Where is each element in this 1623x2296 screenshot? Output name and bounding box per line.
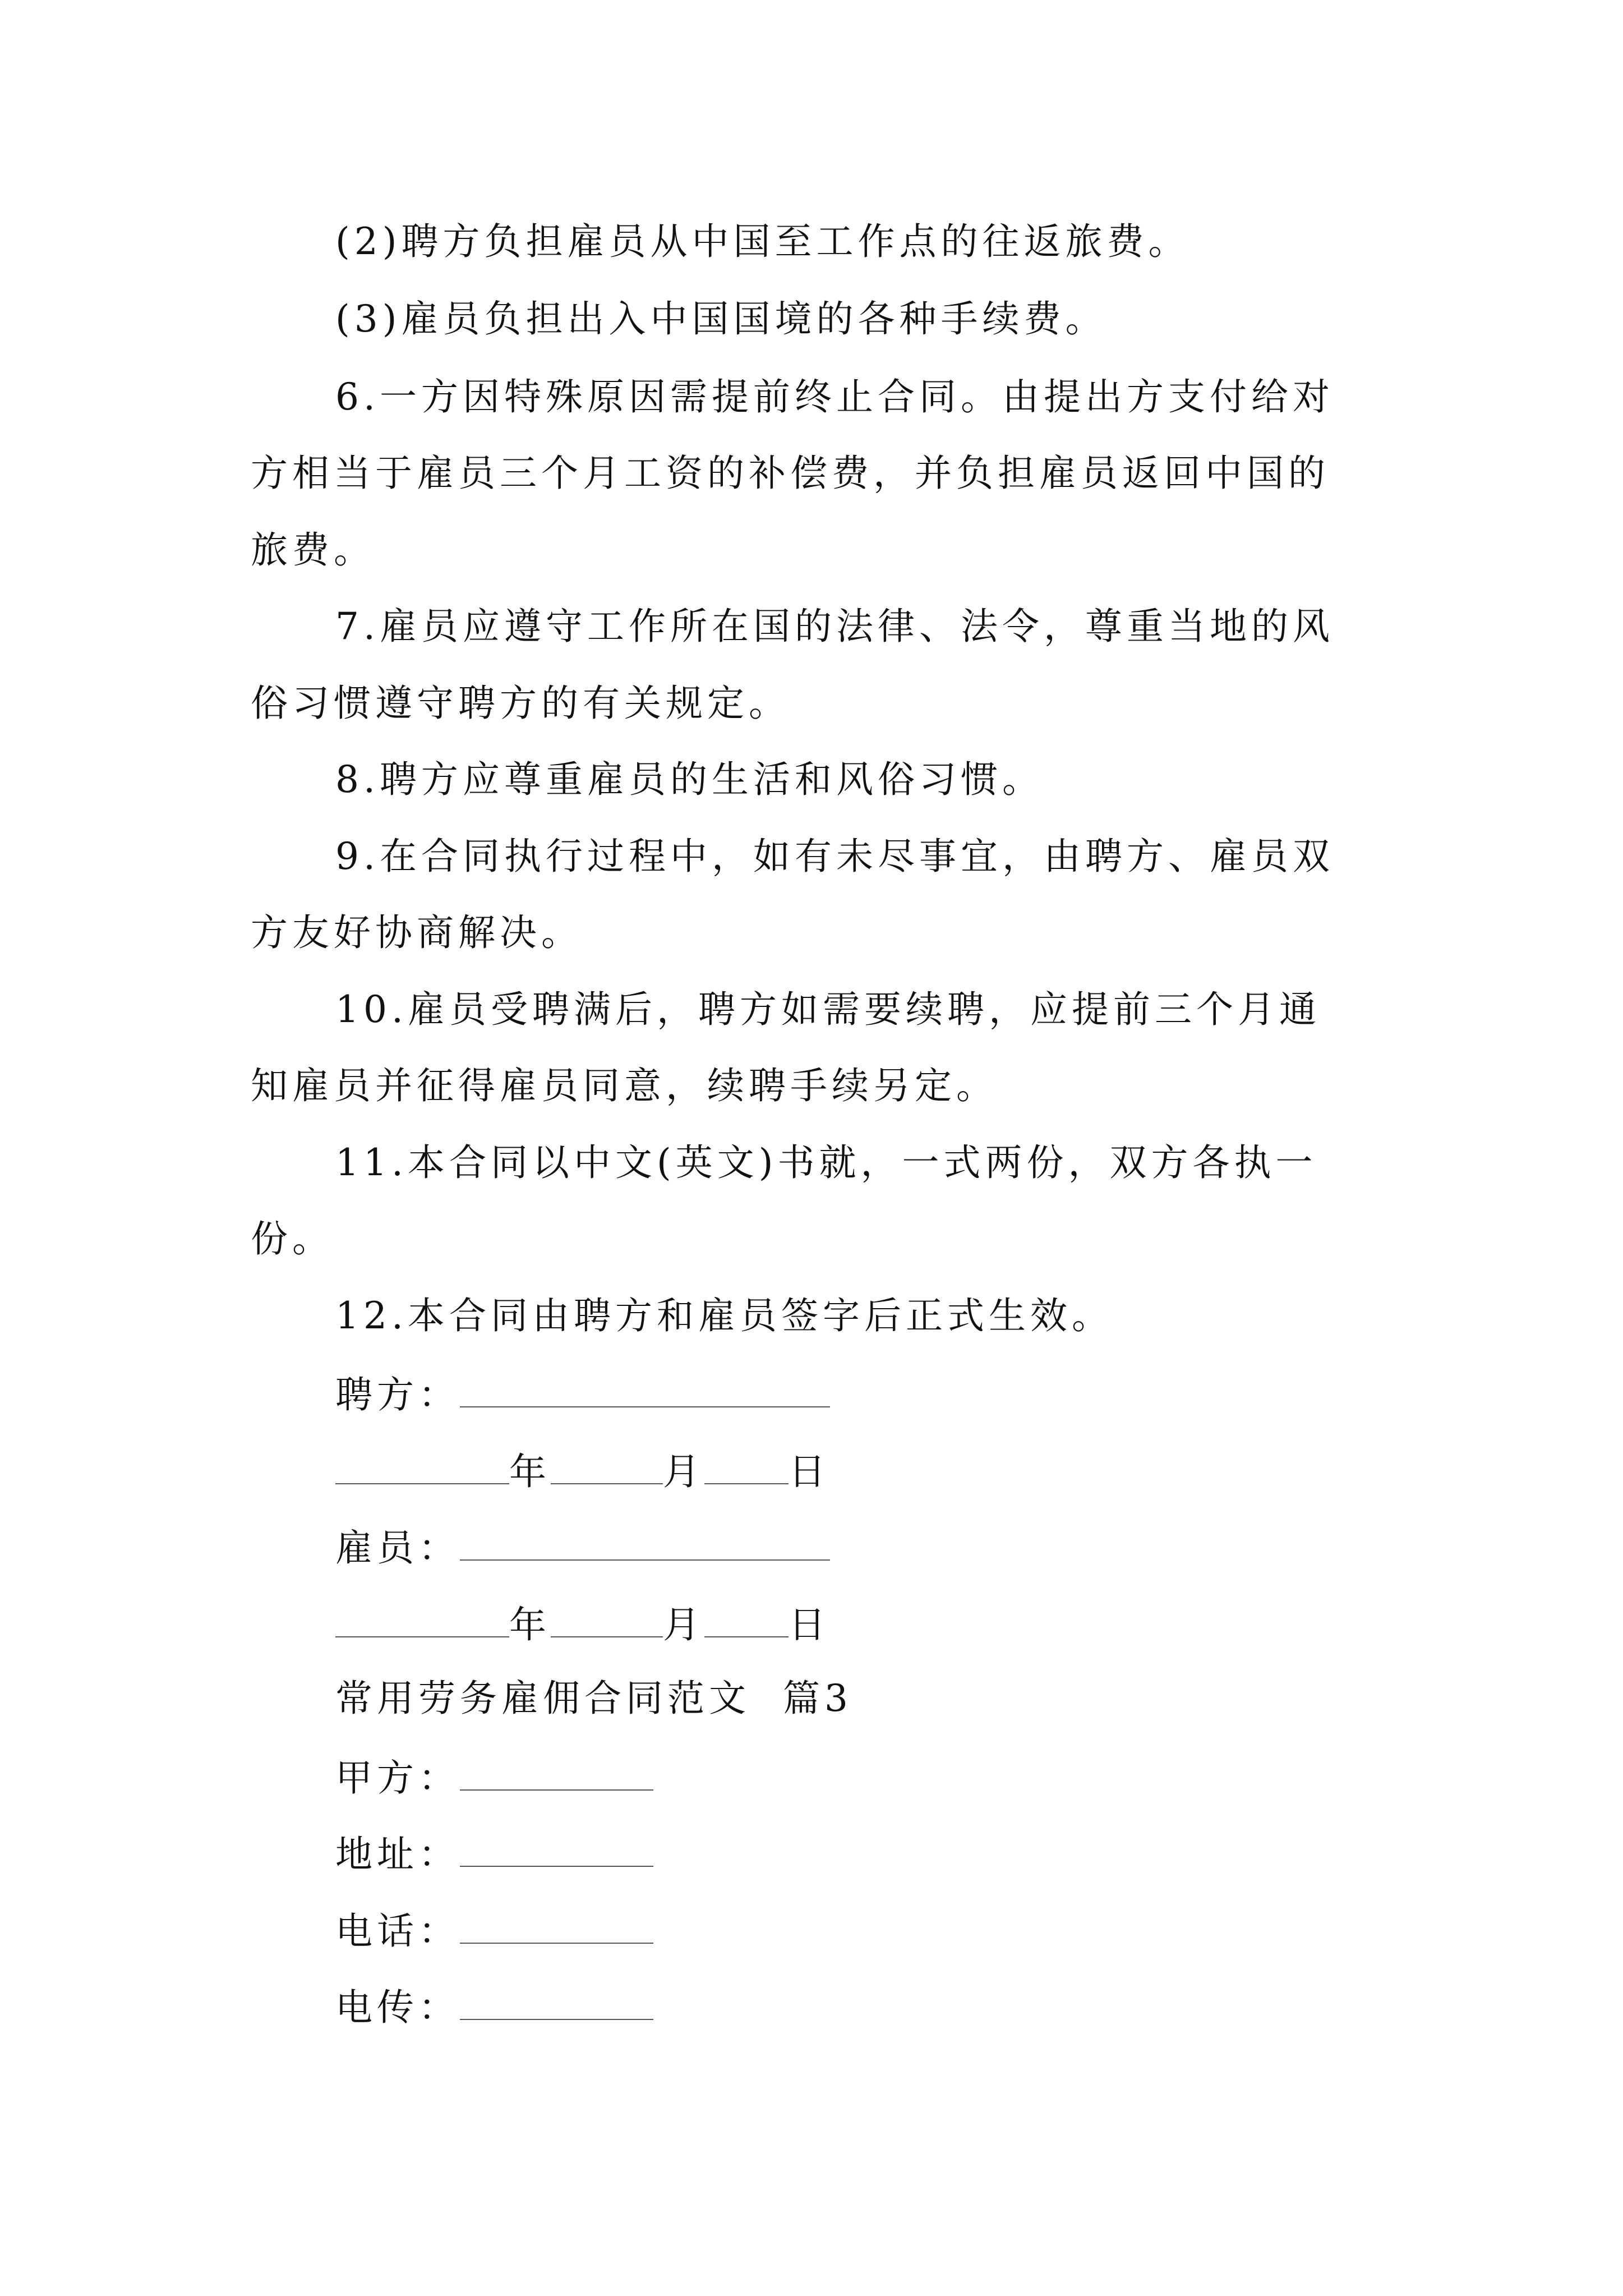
party-a-row	[335, 1756, 653, 1800]
employee-signature-blank[interactable]	[460, 1527, 830, 1561]
clause-5-3: (3)雇员负担出入中国国境的各种手续费。	[335, 297, 1107, 341]
employer-year-blank[interactable]	[335, 1451, 509, 1484]
month-label: 月	[663, 1450, 704, 1493]
party-a-label: 甲方：	[335, 1756, 460, 1800]
address-row	[335, 1833, 653, 1876]
clause-10-line-2: 知雇员并征得雇员同意，续聘手续另定。	[251, 1064, 998, 1107]
employer-label: 聘方：	[335, 1373, 460, 1416]
party-a-blank[interactable]	[460, 1757, 653, 1791]
employee-year-blank[interactable]	[335, 1604, 509, 1637]
clause-11-line-1: 11.本合同以中文(英文)书就，一式两份，双方各执一	[335, 1141, 1317, 1184]
address-label: 地址：	[335, 1833, 460, 1876]
employer-signature-row	[335, 1374, 830, 1414]
clause-7-line-2: 俗习惯遵守聘方的有关规定。	[251, 682, 790, 725]
year-label: 年	[509, 1603, 551, 1646]
clause-6-line-3: 旅费。	[251, 528, 375, 572]
employer-month-blank[interactable]	[551, 1451, 663, 1484]
employer-date-row	[335, 1450, 830, 1493]
day-label: 日	[789, 1450, 830, 1493]
employer-signature-blank[interactable]	[460, 1374, 830, 1407]
section-heading: 常用劳务雇佣合同范文 篇3	[335, 1677, 852, 1720]
employee-month-blank[interactable]	[551, 1604, 663, 1637]
clause-5-2: (2)聘方负担雇员从中国至工作点的往返旅费。	[335, 220, 1190, 263]
employee-label: 雇员：	[335, 1526, 460, 1570]
fax-blank[interactable]	[460, 1986, 653, 2020]
phone-blank[interactable]	[460, 1910, 653, 1944]
clause-10-line-1: 10.雇员受聘满后，聘方如需要续聘，应提前三个月通	[335, 988, 1321, 1031]
employee-date-row	[335, 1604, 830, 1644]
clause-6-line-2: 方相当于雇员三个月工资的补偿费，并负担雇员返回中国的	[251, 452, 1330, 495]
clause-11-line-2: 份。	[251, 1217, 334, 1260]
clause-12: 12.本合同由聘方和雇员签字后正式生效。	[335, 1294, 1113, 1337]
phone-label: 电话：	[335, 1910, 460, 1953]
clause-7-line-1: 7.雇员应遵守工作所在国的法律、法令，尊重当地的风	[335, 605, 1334, 648]
month-label: 月	[663, 1603, 704, 1646]
clause-8: 8.聘方应尊重雇员的生活和风俗习惯。	[335, 758, 1044, 801]
phone-row	[335, 1910, 653, 1953]
fax-label: 电传：	[335, 1986, 460, 2029]
clause-9-line-1: 9.在合同执行过程中，如有未尽事宜，由聘方、雇员双	[335, 835, 1334, 878]
clause-9-line-2: 方友好协商解决。	[251, 911, 583, 954]
clause-6-line-1: 6.一方因特殊原因需提前终止合同。由提出方支付给对	[335, 375, 1334, 418]
address-blank[interactable]	[460, 1833, 653, 1867]
day-label: 日	[789, 1603, 830, 1646]
fax-row	[335, 1986, 653, 2029]
employee-signature-row	[335, 1526, 830, 1570]
employee-day-blank[interactable]	[704, 1604, 789, 1637]
year-label: 年	[509, 1450, 551, 1493]
employer-day-blank[interactable]	[704, 1451, 789, 1484]
